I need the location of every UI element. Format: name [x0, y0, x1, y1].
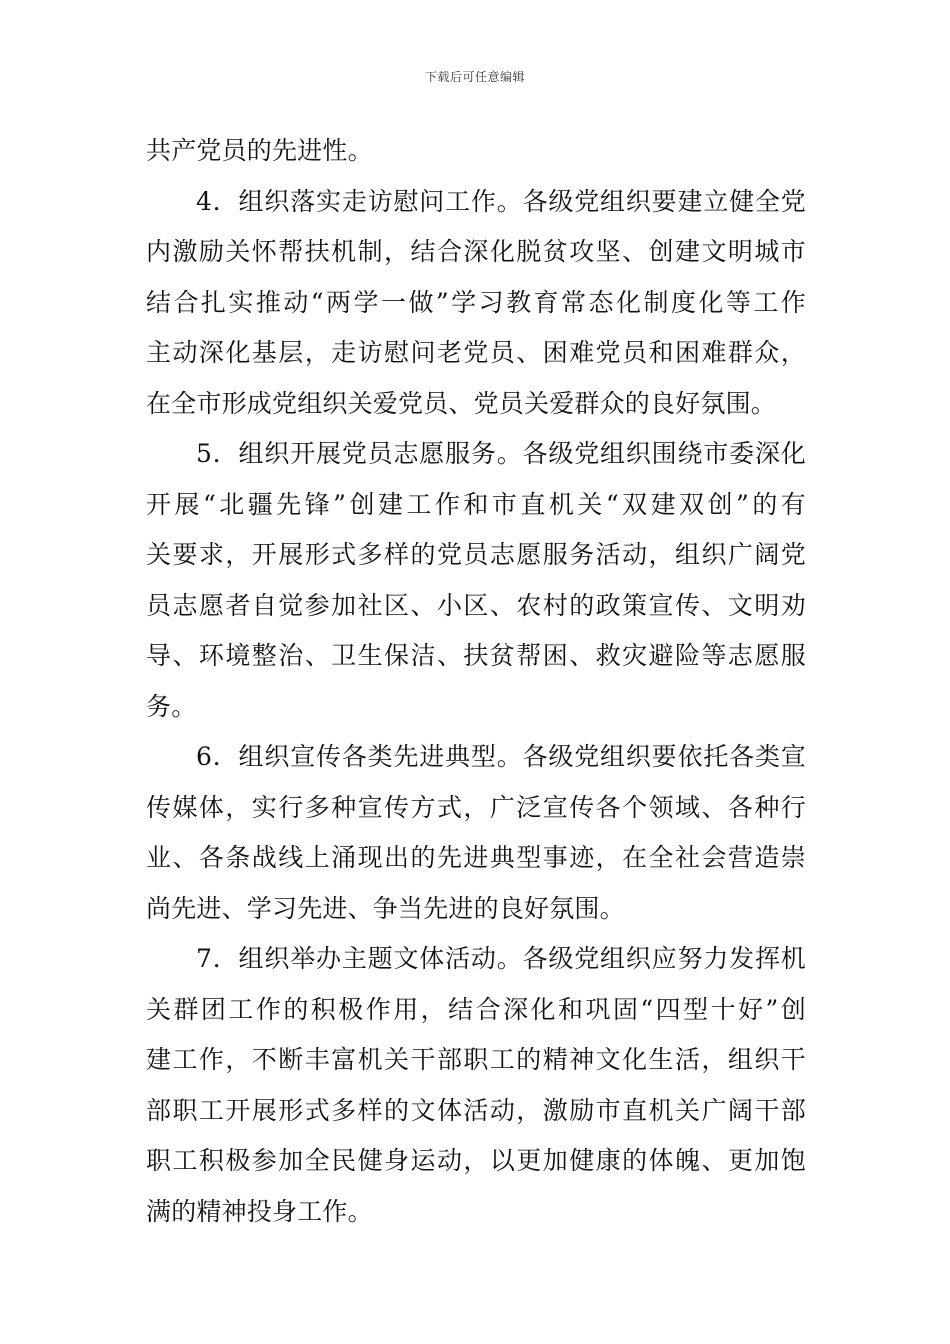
- text-line: 务。: [146, 691, 197, 721]
- text-line: 开展“北疆先锋”创建工作和市直机关“双建双创”的有: [146, 489, 806, 519]
- text-line: 尚先进、学习先进、争当先进的良好氛围。: [146, 893, 625, 923]
- text-line: 业、各条战线上涌现出的先进典型事迹，在全社会营造崇: [146, 843, 806, 872]
- text-line: 部职工开展形式多样的文体活动，激励市直机关广阔干部: [146, 1095, 806, 1125]
- text-line: 关要求，开展形式多样的党员志愿服务活动，组织广阔党: [146, 540, 806, 569]
- text-line: 7．组织举办主题文体活动。各级党组织应努力发挥机: [196, 944, 806, 973]
- text-line: 内激励关怀帮扶机制，结合深化脱贫攻坚、创建文明城市: [146, 237, 806, 266]
- text-line: 导、环境整治、卫生保洁、扶贫帮困、救灾避险等志愿服: [146, 641, 806, 670]
- text-line: 共产党员的先进性。: [146, 136, 373, 165]
- page-header: 下载后可任意编辑: [424, 70, 525, 84]
- text-line: 建工作，不断丰富机关干部职工的精神文化生活，组织干: [146, 1045, 806, 1074]
- text-line: 员志愿者自觉参加社区、小区、农村的政策宣传、文明劝: [146, 590, 806, 620]
- text-line: 在全市形成党组织关爱党员、党员关爱群众的良好氛围。: [146, 388, 777, 418]
- text-line: 6．组织宣传各类先进典型。各级党组织要依托各类宣: [196, 742, 806, 771]
- document-body: [146, 126, 806, 1237]
- text-line: 关群团工作的积极作用，结合深化和巩固“四型十好”创: [146, 994, 806, 1024]
- text-line: 满的精神投身工作。: [146, 1196, 373, 1226]
- text-line: 传媒体，实行多种宣传方式，广泛宣传各个领域、各种行: [146, 792, 806, 822]
- text-line: 主动深化基层，走访慰问老党员、困难党员和困难群众，: [146, 338, 806, 367]
- text-line: 职工积极参加全民健身运动，以更加健康的体魄、更加饱: [146, 1146, 806, 1175]
- text-line: 5．组织开展党员志愿服务。各级党组织围绕市委深化: [196, 439, 806, 468]
- text-line: 结合扎实推动“两学一做”学习教育常态化制度化等工作: [146, 287, 806, 317]
- text-line: 4．组织落实走访慰问工作。各级党组织要建立健全党: [196, 186, 806, 216]
